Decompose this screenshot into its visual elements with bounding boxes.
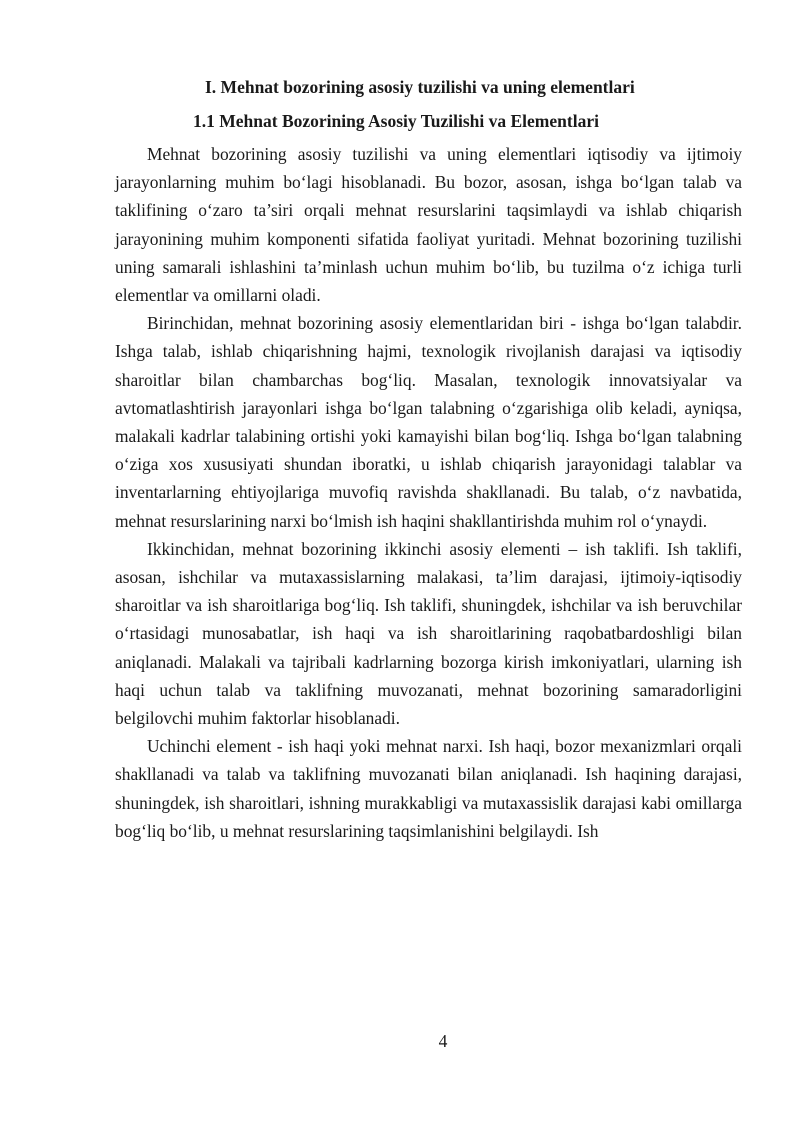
section-title: 1.1 Mehnat Bozorining Asosiy Tuzilishi va Elementlari bbox=[193, 111, 599, 131]
body-text bbox=[115, 140, 742, 845]
paragraph: Birinchidan, mehnat bozorining asosiy elementlaridan biri - ishga bo‘lgan talabdir. Ishga talab, ishlab chiqarishning hajmi, texnologik rivojlanish darajasi va iqtisodiy sharoitlar bilan chambarchas bog‘liq. Masalan, texnologik innovatsiyalar va avtomatlashtirish jarayonlari ishga bo‘lgan talabning o‘zgarishiga olib keladi, ayniqsa, malakali kadrlar talabining ortishi yoki kamayishi bilan bog‘liq. Ishga bo‘lgan talabning o‘ziga xos xususiyati shundan iboratki, u ishlab chiqarish jarayonidagi talablar va inventarlarning ehtiyojlariga muvofiq ravishda shakllanadi. Bu talab, o‘z navbatida, mehnat resurslarining narxi bo‘lmish ish haqini shakllantirishda muhim rol o‘ynaydi. bbox=[115, 313, 742, 531]
paragraph: Uchinchi element - ish haqi yoki mehnat narxi. Ish haqi, bozor mexanizmlari orqali shakllanadi va talab va taklifning muvozanati bilan aniqlanadi. Ish haqining darajasi, shuningdek, ish sharoitlari, ishning murakkabligi va mutaxassislik darajasi kabi omillarga bog‘liq bo‘lib, u mehnat resurslarining taqsimlanishini belgilaydi. Ish bbox=[115, 736, 742, 841]
page-number: 4 bbox=[438, 1031, 448, 1051]
chapter-title: I. Mehnat bozorining asosiy tuzilishi va uning elementlari bbox=[205, 77, 635, 97]
paragraph: Ikkinchidan, mehnat bozorining ikkinchi asosiy elementi – ish taklifi. Ish taklifi, asosan, ishchilar va mutaxassislarning malakasi, ta’lim darajasi, ijtimoiy-iqtisodiy sharoitlar va ish sharoitlariga bog‘liq. Ish taklifi, shuningdek, ishchilar va ish beruvchilar o‘rtasidagi munosabatlar, ish haqi va ish sharoitlarining raqobatbardoshligi bilan aniqlanadi. Malakali va tajribali kadrlarning bozorga kirish imkoniyatlari, ularning ish haqi uchun talab va taklifning muvozanati, mehnat bozorining samaradorligini belgilovchi muhim faktorlar hisoblanadi. bbox=[115, 538, 742, 729]
paragraph: Mehnat bozorining asosiy tuzilishi va uning elementlari iqtisodiy va ijtimoiy jarayonlarning muhim bo‘lagi hisoblanadi. Bu bozor, asosan, ishga bo‘lgan talab va taklifining o‘zaro ta’siri orqali mehnat resurslarini taqsimlaydi va ishlab chiqarish jarayonining muhim komponenti sifatida faoliyat yuritadi. Mehnat bozorining tuzilishi uning samarali ishlashini ta’minlash uchun muhim bo‘lib, bu tuzilma o‘z ichiga turli elementlar va omillarni oladi. bbox=[115, 144, 742, 306]
